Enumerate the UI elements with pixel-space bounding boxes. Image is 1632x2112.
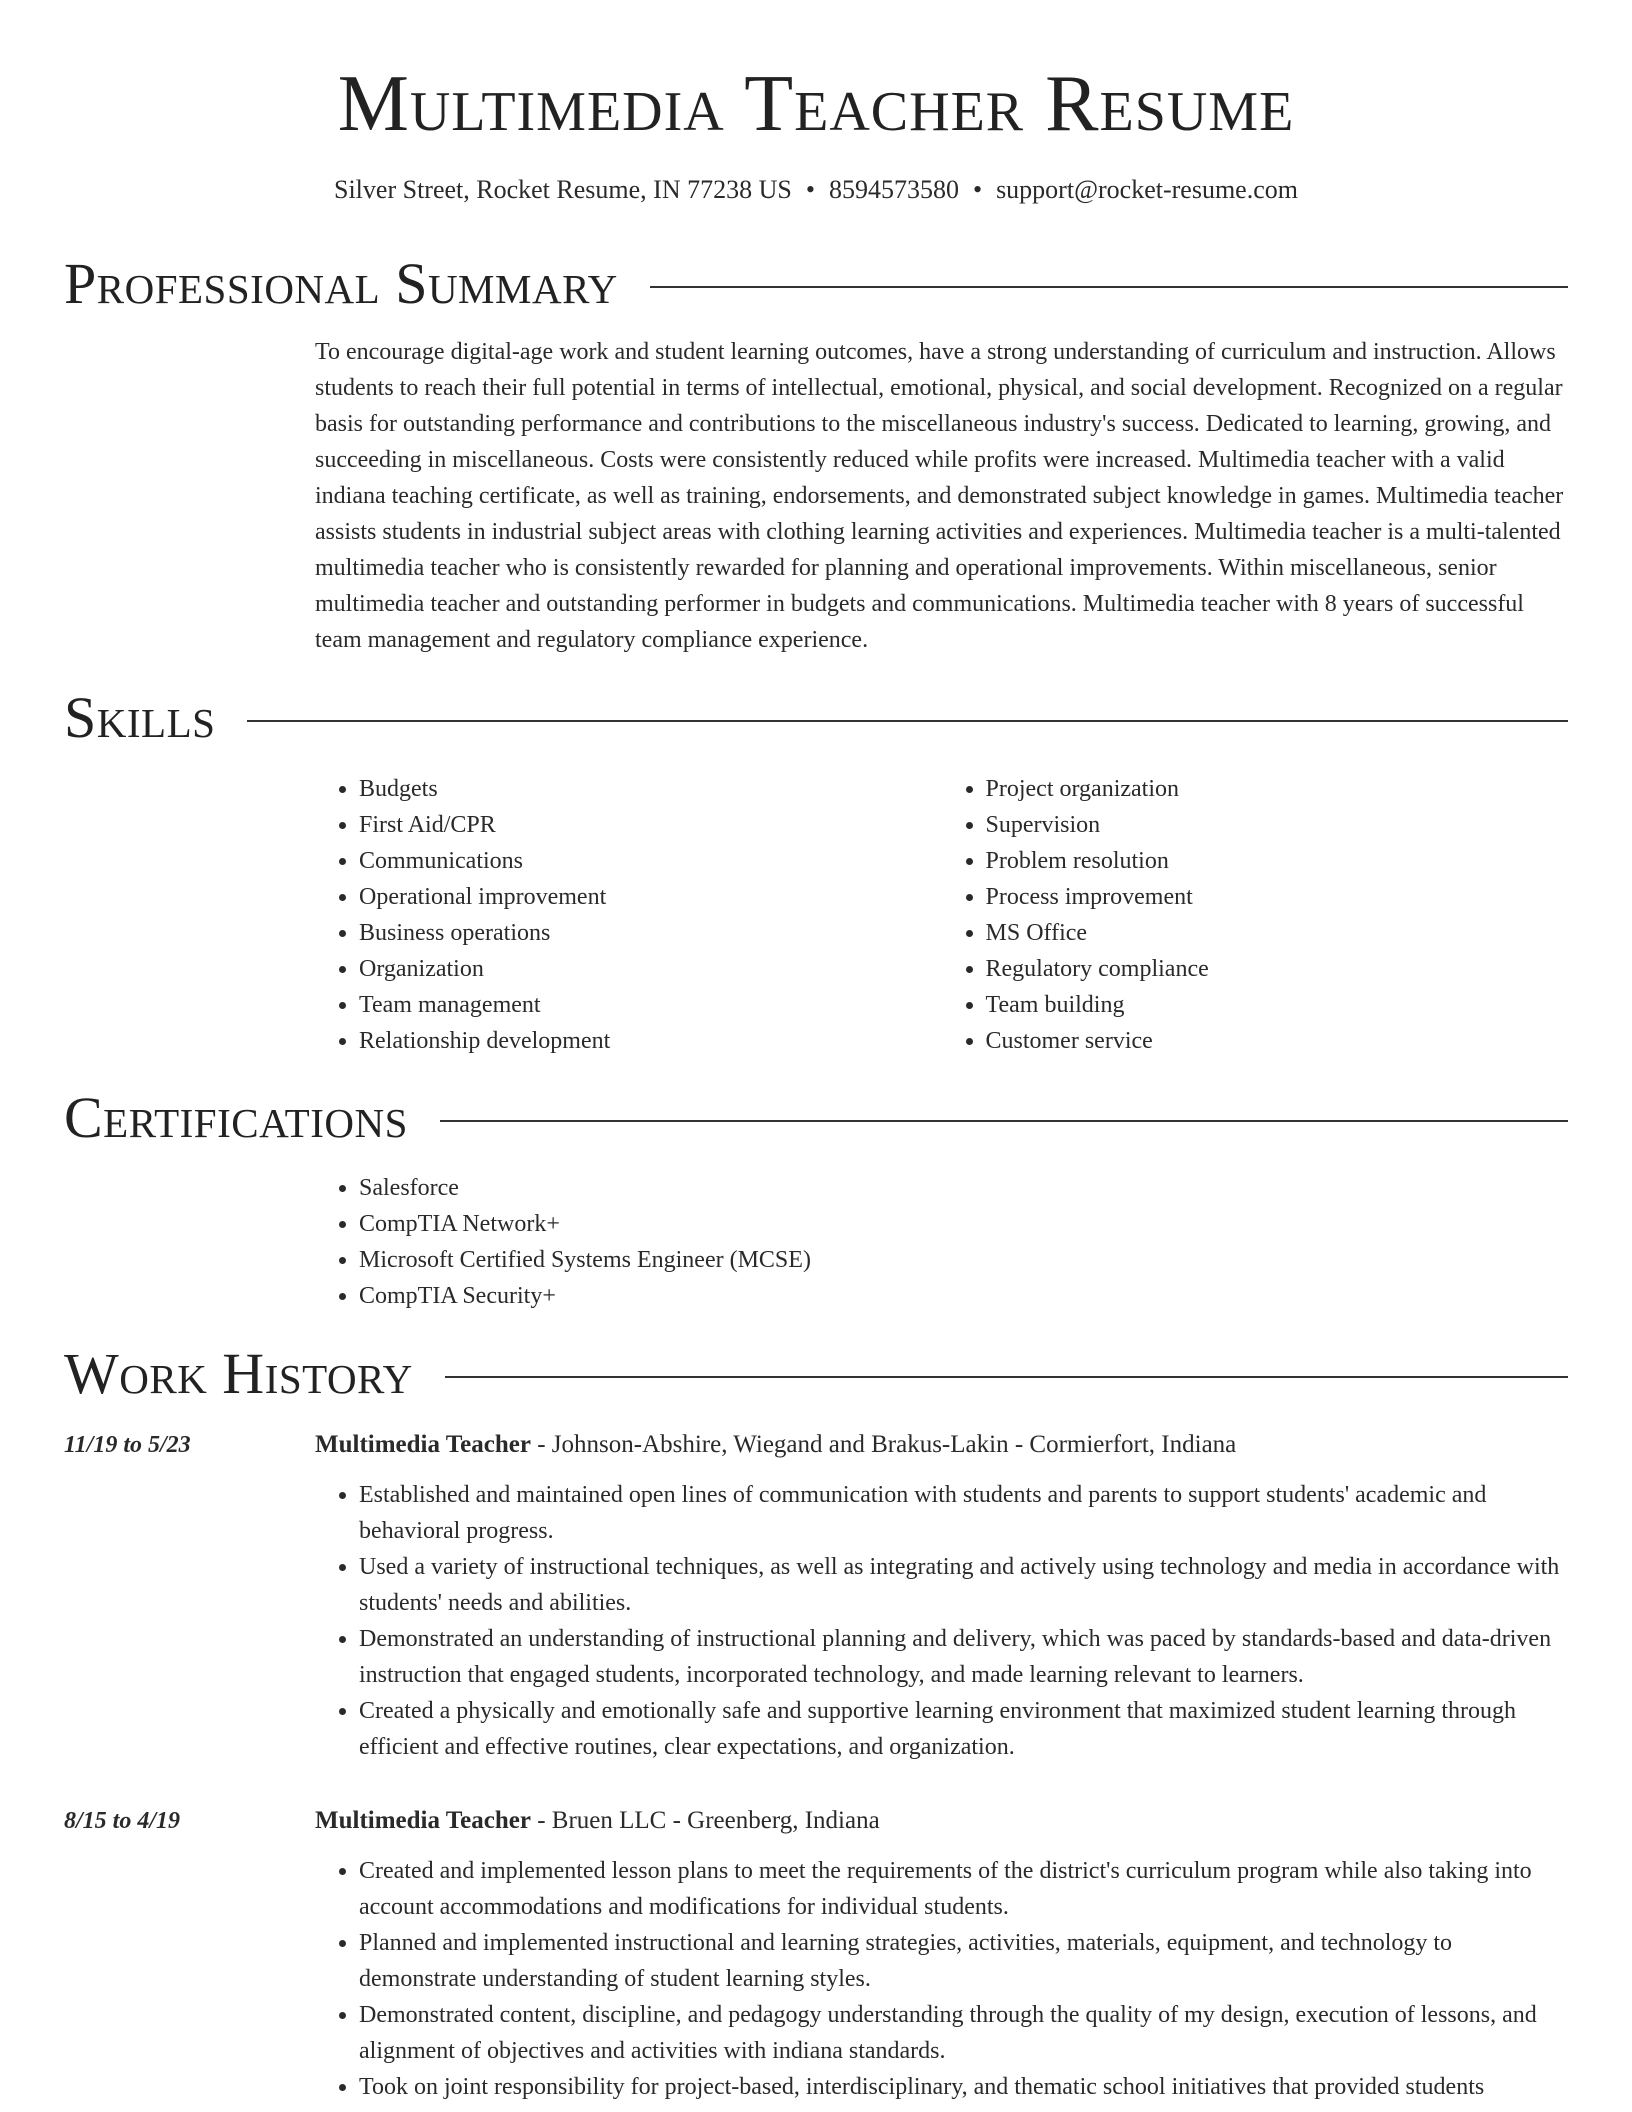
job-duty-item: • Used a variety of instructional techniques, as well as integrating and actively using technology and media in accordance with students' needs and abilities.	[359, 1549, 1568, 1621]
job-duty-item: • Demonstrated an understanding of instructional planning and delivery, which was paced by standards-based and data-driven instruction that engaged students, incorporated technology, and made learning relevant to learners.	[359, 1621, 1568, 1693]
work-history-section-header	[64, 1342, 1568, 1406]
skill-item: • Relationship development	[359, 1023, 942, 1059]
job-title-line	[315, 1803, 1568, 1839]
resume-title: Multimedia Teacher Resume	[337, 60, 1295, 148]
job-employer: - Johnson-Abshire, Wiegand and Brakus-Lakin - Cormierfort, Indiana	[530, 1431, 1237, 1458]
skills-column-right	[942, 771, 1569, 1059]
skill-item: • Organization	[359, 951, 942, 987]
certification-item: • Salesforce	[359, 1170, 1568, 1206]
skill-item: • Project organization	[986, 771, 1569, 807]
skill-item: • Operational improvement	[359, 879, 942, 915]
skills-section-header	[64, 686, 1568, 750]
skill-item: • Regulatory compliance	[986, 951, 1569, 987]
contact-address: Silver Street, Rocket Resume, IN 77238 US	[334, 175, 792, 204]
job-dates: 11/19 to 5/23	[64, 1432, 191, 1458]
job-title: Multimedia Teacher	[315, 1431, 531, 1458]
certification-item: • CompTIA Security+	[359, 1278, 1568, 1314]
skill-item: • Process improvement	[986, 879, 1569, 915]
skill-item: • Team building	[986, 987, 1569, 1023]
job-duty-item: • Demonstrated content, discipline, and pedagogy understanding through the quality of my design, execution of lessons, and alignment of objectives and activities with indiana standards.	[359, 1997, 1568, 2069]
summary-section-header	[64, 252, 1568, 316]
section-divider	[445, 1376, 1568, 1378]
skill-item: • Supervision	[986, 807, 1569, 843]
job-duties	[315, 1853, 1568, 2105]
summary-heading: Professional Summary	[64, 251, 618, 316]
skill-item: • Communications	[359, 843, 942, 879]
job-employer: - Bruen LLC - Greenberg, Indiana	[530, 1807, 880, 1834]
job-title: Multimedia Teacher	[315, 1807, 531, 1834]
skill-item: • Problem resolution	[986, 843, 1569, 879]
skill-item: • Business operations	[359, 915, 942, 951]
contact-separator: •	[972, 175, 983, 204]
certifications-list	[315, 1170, 1568, 1314]
job-duty-item: • Created a physically and emotionally safe and supportive learning environment that maximized student learning through efficient and effective routines, clear expectations, and organization.	[359, 1693, 1568, 1765]
section-divider	[440, 1120, 1568, 1122]
certification-item: • Microsoft Certified Systems Engineer (MCSE)	[359, 1242, 1568, 1278]
summary-text: To encourage digital-age work and student learning outcomes, have a strong understanding of curriculum and instruction. Allows students to reach their full potential in terms of intellectual, emotional, physical, and social development. Recognized on a regular basis for outstanding performance and contributions to the miscellaneous industry's success. Dedicated to learning, growing, and succeeding in miscellaneous. Costs were consistently reduced while profits were increased. Multimedia teacher with a valid indiana teaching certificate, as well as training, endorsements, and demonstrated subject knowledge in games. Multimedia teacher assists students in industrial subject areas with clothing learning activities and experiences. Multimedia teacher is a multi-talented multimedia teacher who is consistently rewarded for planning and operational improvements. Within miscellaneous, senior multimedia teacher and outstanding performer in budgets and communications. Multimedia teacher with 8 years of successful team management and regulatory compliance experience.	[315, 339, 1564, 653]
contact-phone[interactable]: 8594573580	[828, 175, 959, 204]
contact-separator: •	[805, 175, 815, 204]
skill-item: • Customer service	[986, 1023, 1569, 1059]
certifications-heading: Certifications	[64, 1085, 408, 1150]
skill-item: • MS Office	[986, 915, 1569, 951]
section-divider	[650, 286, 1568, 288]
skill-item: • First Aid/CPR	[359, 807, 942, 843]
job-duty-item: • Took on joint responsibility for project-based, interdisciplinary, and thematic school initiatives that provided students	[359, 2069, 1568, 2105]
skills-list	[315, 771, 1568, 1059]
skills-column-left	[315, 771, 942, 1059]
skill-item: • Budgets	[359, 771, 942, 807]
job-title-line	[315, 1427, 1568, 1463]
job-duty-item: • Created and implemented lesson plans to meet the requirements of the district's curriculum program while also taking into account accommodations and modifications for individual students.	[359, 1853, 1568, 1925]
skills-heading: Skills	[64, 685, 216, 750]
contact-email[interactable]: support@rocket-resume.com	[996, 175, 1298, 204]
section-divider	[247, 720, 1568, 722]
job-duties	[315, 1477, 1568, 1765]
job-dates: 8/15 to 4/19	[64, 1808, 181, 1834]
work-history-heading: Work History	[64, 1341, 413, 1406]
job-duty-item: • Established and maintained open lines of communication with students and parents to support students' academic and behavioral progress.	[359, 1477, 1568, 1549]
skill-item: • Team management	[359, 987, 942, 1023]
contact-line	[64, 172, 1568, 208]
certifications-section-header	[64, 1086, 1568, 1150]
job-duty-item: • Planned and implemented instructional and learning strategies, activities, materials, equipment, and technology to demonstrate understanding of student learning styles.	[359, 1925, 1568, 1997]
certification-item: • CompTIA Network+	[359, 1206, 1568, 1242]
